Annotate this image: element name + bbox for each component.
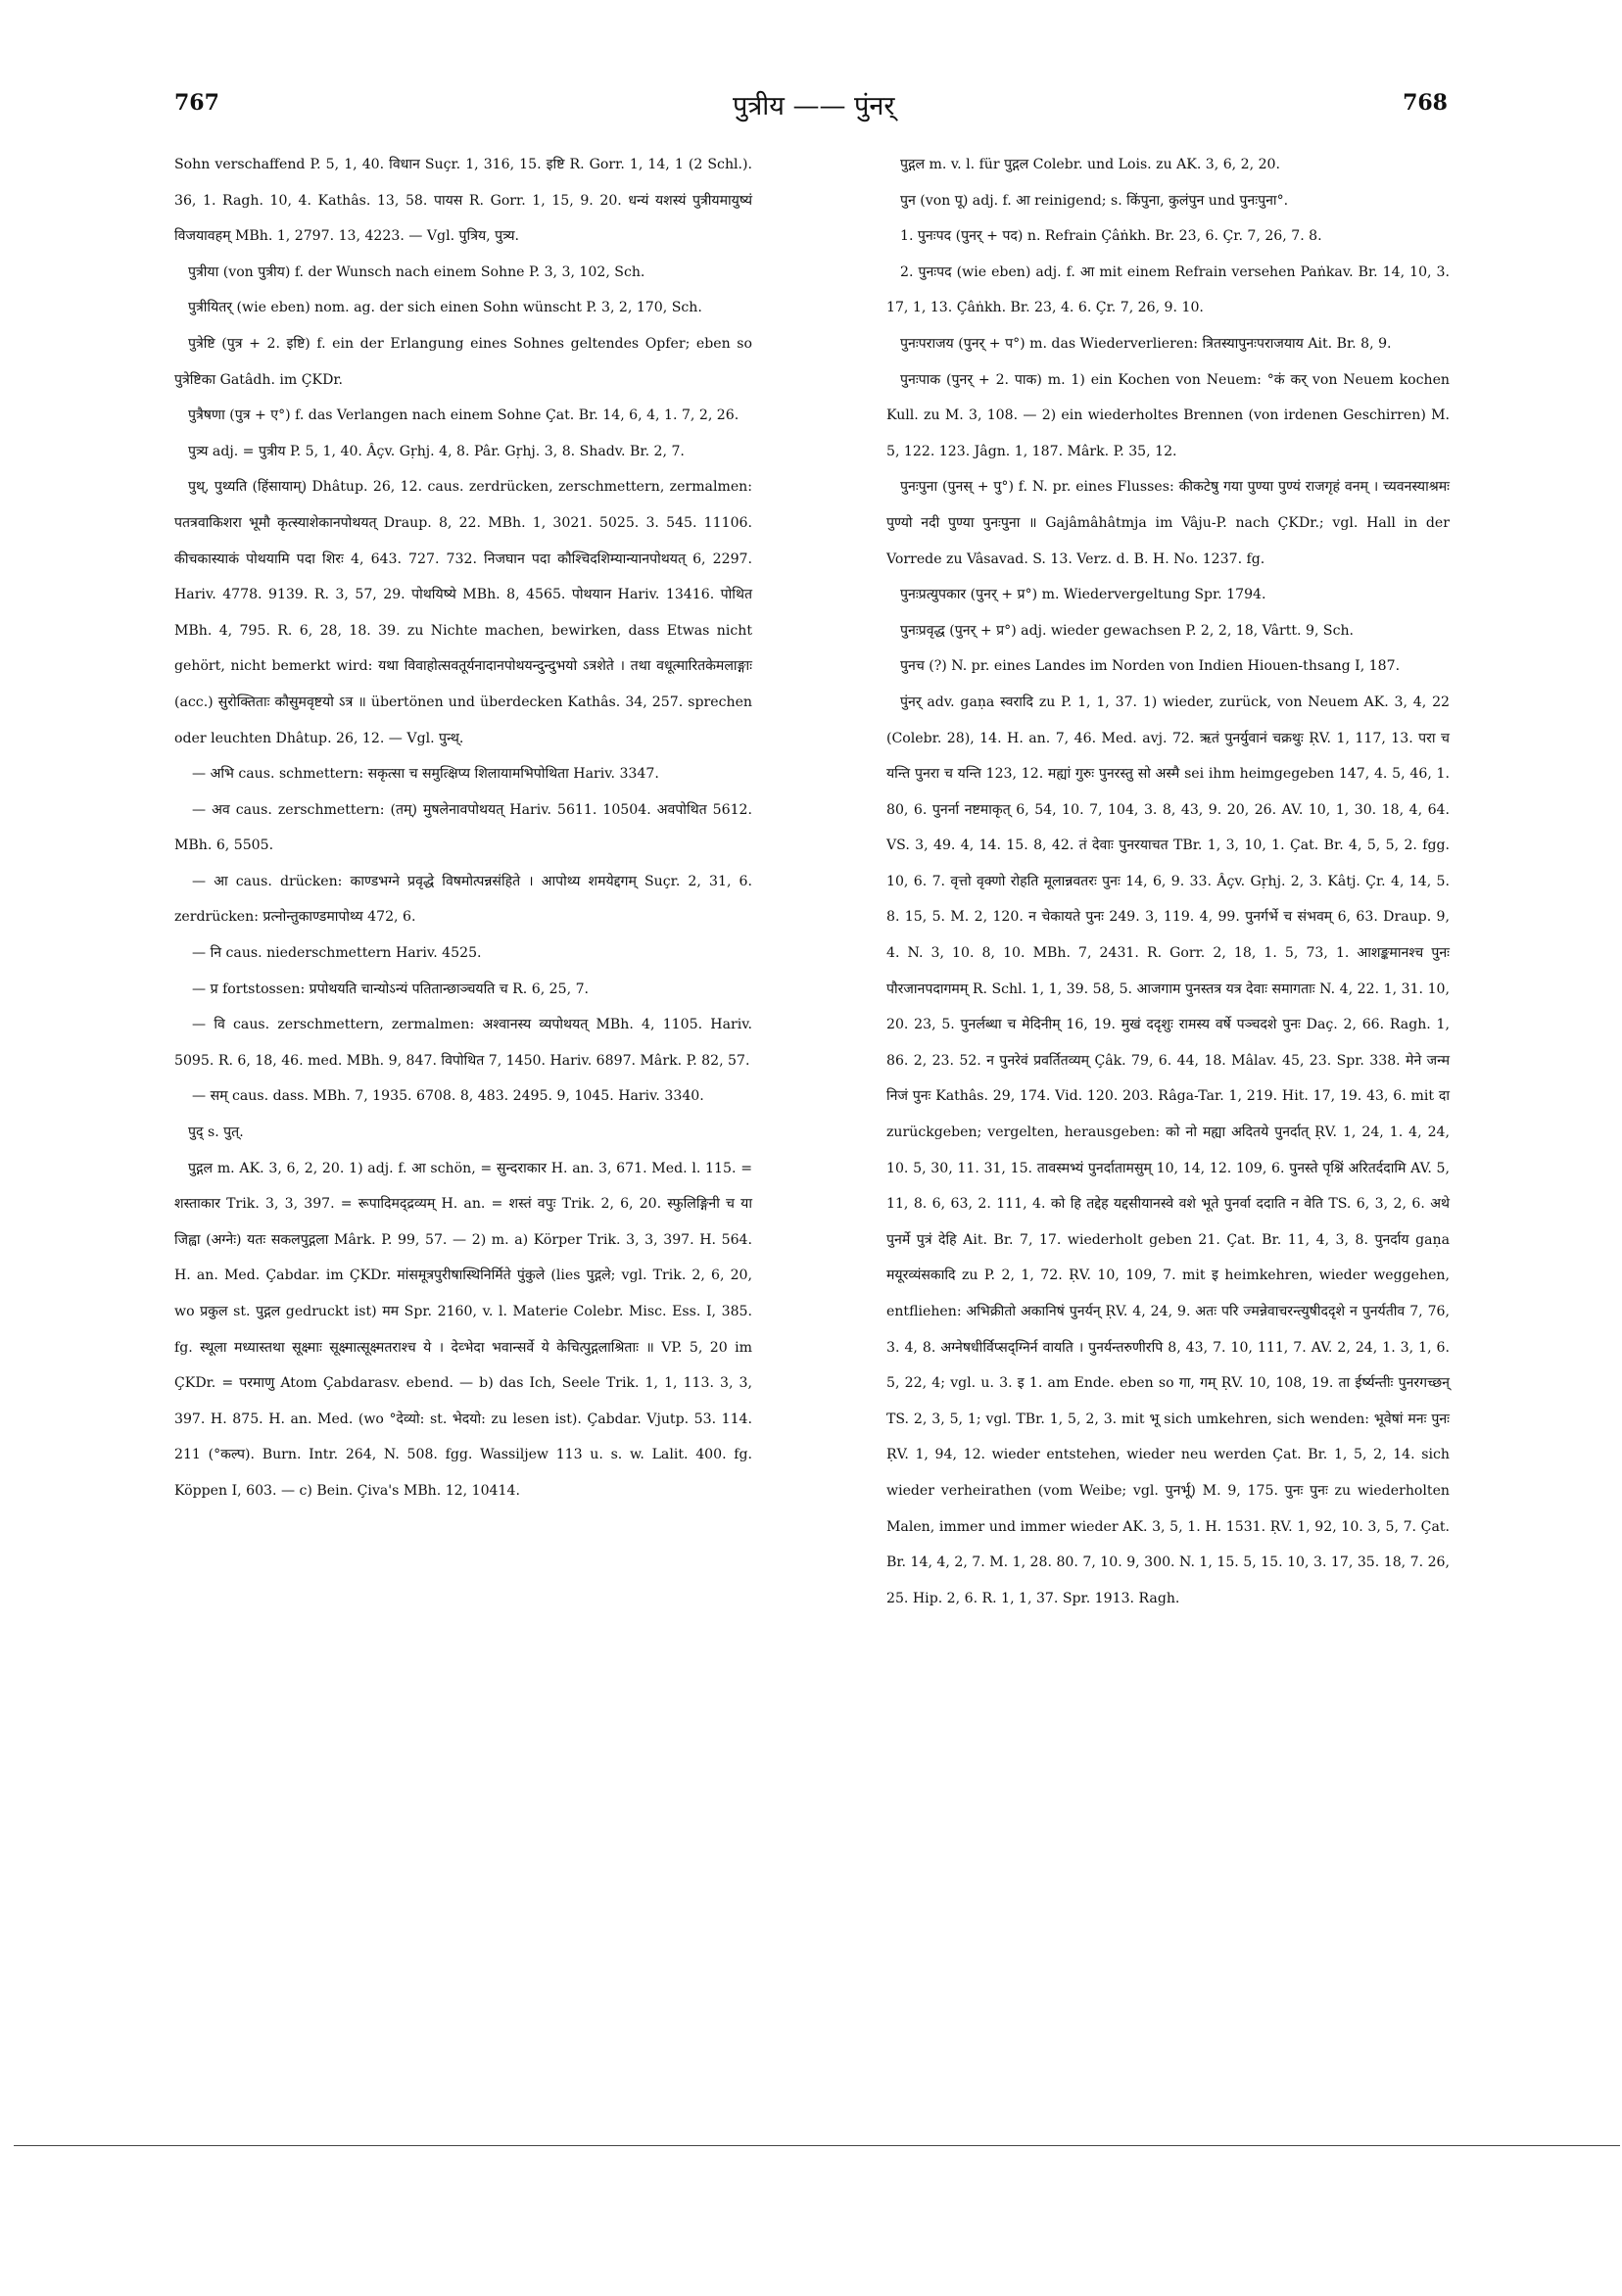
- entry-puth-pra: — प्र fortstossen: प्रपोथयति चान्योऽन्यं पतितान्छाञ्चयति च R. 6, 25, 7.: [192, 981, 590, 997]
- left-column: [174, 147, 752, 1509]
- entry-pud: पुद् s. पुत्.: [188, 1124, 244, 1141]
- running-title: पुत्रीय —— पुंनर्: [733, 91, 895, 121]
- entry-puth-aa: — आ caus. drücken: काण्डभग्ने प्रवृद्धे विषमोत्पन्नसंहिते । आपोथ्य शमयेद्दगम् Suçr. 2, 31, 6. zerdrücken: प्रत्नोन्तुकाण्डमापोथ्य 472, 6.: [174, 873, 752, 926]
- entry-putreshti: पुत्रेष्टि (पुत्र + 2. इष्टि) f. ein der Erlangung eines Sohnes geltendes Opfer; eben so पुत्रेष्टिका Gatâdh. im ÇKDr.: [174, 335, 752, 388]
- entry-pudgala: पुद्गल m. AK. 3, 6, 2, 20. 1) adj. f. आ schön, = सुन्दराकार H. an. 3, 671. Med. l. 115. = शस्ताकार Trik. 3, 3, 397. = रूपादिमद्द्रव्यम् H. an. = शस्तं वपुः Trik. 2, 6, 20. स्फुलिङ्गिनी च या जिह्वा (अग्नेः) यतः सकलपुद्गला Mârk. P. 99, 57. — 2) m. a) Körper Trik. 3, 3, 397. H. 564. H. an. Med. Çabdar. im ÇKDr. मांसमूत्रपुरीषास्थिनिर्मिते पुंकुले (lies पुद्गले; vgl. Trik. 2, 6, 20, wo प्रकुल st. पुद्गल gedruckt ist) मम Spr. 2160, v. l. Materie Colebr. Misc. Ess. I, 385. fg. स्थूला मध्यास्तथा सूक्ष्माः सूक्ष्मात्सूक्ष्मतराश्च ये । देव्भेदा भवान्सर्वे ये केचित्पुद्गलाश्रिताः ॥ VP. 5, 20 im ÇKDr. = परमाणु Atom Çabdarasv. ebend. — b) das Ich, Seele Trik. 1, 1, 113. 3, 3, 397. H. 875. H. an. Med. (wo °देव्यो: st. भेदयो: zu lesen ist). Çabdar. Vjutp. 53. 114. 211 (°कल्प). Burn. Intr. 264, N. 508. fgg. Wassiljew 113 u. s. w. Lalit. 400. fg. Köppen I, 603. — c) Bein. Çiva's MBh. 12, 10414.: [174, 1160, 752, 1499]
- entry-puth-sam: — सम् caus. dass. MBh. 7, 1935. 6708. 8, 483. 2495. 9, 1045. Hariv. 3340.: [192, 1088, 704, 1105]
- entry-punahpaka: पुनःपाक (पुनर् + 2. पाक) m. 1) ein Kochen von Neuem: °कं कर् von Neuem kochen Kull. zu M. 3, 108. — 2) ein wiederholtes Brennen (von irdenen Geschirren) M. 5, 122. 123. Jâgn. 1, 187. Mârk. P. 35, 12.: [886, 371, 1450, 459]
- entry-puth-vi: — वि caus. zerschmettern, zermalmen: अश्वानस्य व्यपोथयत् MBh. 4, 1105. Hariv. 5095. R. 6, 18, 46. med. MBh. 9, 847. विपोथित 7, 1450. Hariv. 6897. Mârk. P. 82, 57.: [174, 1017, 752, 1069]
- entry-punahparajaya: पुनःपराजय (पुनर् + प°) m. das Wiederverlieren: त्रितस्यापुनःपराजयाय Ait. Br. 8, 9.: [900, 335, 1392, 352]
- entry-punaca: पुनच (?) N. pr. eines Landes im Norden von Indien Hiouen-thsang I, 187.: [900, 658, 1401, 675]
- entry-putriya: पुत्रीया (von पुत्रीय) f. der Wunsch nach einem Sohne P. 3, 3, 102, Sch.: [188, 263, 645, 280]
- entry-punahpravriddha: पुनःप्रवृद्ध (पुनर् + प्र°) adj. wieder gewachsen P. 2, 2, 18, Vârtt. 9, Sch.: [900, 622, 1355, 639]
- entry-pudgala-vl: पुद्गल m. v. l. für पुद्गल Colebr. und Lois. zu AK. 3, 6, 2, 20.: [900, 157, 1280, 172]
- entry-puth-abhi: — अभि caus. schmettern: सकृत्सा च समुत्क्षिप्य शिलायामभिपोथिता Hariv. 3347.: [192, 766, 659, 783]
- entry-putriyitar: पुत्रीयितर् (wie eben) nom. ag. der sich einen Sohn wünscht P. 3, 2, 170, Sch.: [188, 300, 702, 316]
- entry-puth: पुथ्, पुथ्यति (हिंसायाम्) Dhâtup. 26, 12. caus. zerdrücken, zerschmettern, zermalmen: पतत्रवाकिशरा भूमौ कृत्स्याशेकानपोथयत् Draup. 8, 22. MBh. 1, 3021. 5025. 3. 545. 11106. कीचकास्याकं पोथयामि पदा शिरः 4, 643. 727. 732. निजघान पदा कौश्चिदशिम्यान्यानपोथयत् 6, 2297. Hariv. 4778. 9139. R. 3, 57, 29. पोथयिष्ये MBh. 8, 4565. पोथयान Hariv. 13416. पोथित MBh. 4, 795. R. 6, 28, 18. 39. zu Nichte machen, bewirken, dass Etwas nicht gehört, nicht bemerkt wird: यथा विवाहोत्सवतूर्यनादानपोथयन्दुन्दुभयो ऽत्रशेते । तथा वधूत्मारितकेमलाङ्गाः (acc.) सुरोक्तिताः कौसुमवृष्टयो ऽत्र ॥ übertönen und überdecken Kathâs. 34, 257. sprechen oder leuchten Dhâtup. 26, 12. — Vgl. पुन्थ्.: [174, 479, 752, 746]
- entry-putrya: पुत्र्य adj. = पुत्रीय P. 5, 1, 40. Âçv. Gṛhj. 4, 8. Pâr. Gṛhj. 3, 8. Shadv. Br. 2, 7.: [188, 443, 685, 459]
- entry-punahpada-1: 1. पुनःपद (पुनर् + पद) n. Refrain Çâṅkh. Br. 23, 6. Çr. 7, 26, 7. 8.: [900, 228, 1322, 245]
- entry-punahpratyupakara: पुनःप्रत्युपकार (पुनर् + प्र°) m. Wiedervergeltung Spr. 1794.: [900, 587, 1266, 603]
- right-column: [886, 147, 1450, 1616]
- entry-continuation: Sohn verschaffend P. 5, 1, 40. विधान Suçr. 1, 316, 15. इष्टि R. Gorr. 1, 14, 1 (2 Schl.). 36, 1. Ragh. 10, 4. Kathâs. 13, 58. पायस R. Gorr. 1, 15, 9. 20. धन्यं यशस्यं पुत्रीयमायुष्यं विजयावहम् MBh. 1, 2797. 13, 4223. — Vgl. पुत्रिय, पुत्र्य.: [174, 157, 752, 245]
- entry-punahpada-2: 2. पुनःपद (wie eben) adj. f. आ mit einem Refrain versehen Paṅkav. Br. 14, 10, 3. 17, 1, 13. Çâṅkh. Br. 23, 4. 6. Çr. 7, 26, 9. 10.: [886, 263, 1450, 316]
- page-number-right: 768: [1403, 90, 1448, 116]
- entry-puth-ava: — अव caus. zerschmettern: (तम्) मुषलेनावपोथयत् Hariv. 5611. 10504. अवपोथित 5612. MBh. 6, 5505.: [174, 801, 752, 854]
- entry-puna: पुन (von पू) adj. f. आ reinigend; s. किंपुना, कुलंपुन und पुनःपुना°.: [900, 192, 1289, 209]
- page-number-left: 767: [174, 90, 219, 116]
- entry-punahpuna: पुनःपुना (पुनस् + पु°) f. N. pr. eines Flusses: कीकटेषु गया पुण्या पुण्यं राजगृहं वनम् । च्यवनस्याश्रमः पुण्यो नदी पुण्या पुनःपुना ॥ Gajâmâhâtmja im Vâju-P. nach ÇKDr.; vgl. Hall in der Vorrede zu Vâsavad. S. 13. Verz. d. B. H. No. 1237. fg.: [886, 479, 1450, 567]
- entry-putraishana: पुत्रैषणा (पुत्र + ए°) f. das Verlangen nach einem Sohne Çat. Br. 14, 6, 4, 1. 7, 2, 26.: [188, 407, 739, 424]
- bottom-rule: [14, 2145, 1620, 2146]
- entry-puth-ni: — नि caus. niederschmettern Hariv. 4525.: [192, 945, 482, 962]
- page-header: [174, 90, 1448, 129]
- entry-punar: पुंनर् adv. gaṇa स्वरादि zu P. 1, 1, 37. 1) wieder, zurück, von Neuem AK. 3, 4, 22 (Colebr. 28), 14. H. an. 7, 46. Med. avj. 72. ऋतं पुनर्युवानं चक्रथुः ṚV. 1, 117, 13. परा च यन्ति पुनरा च यन्ति 123, 12. मह्यां गुरुः पुनरस्तु सो अस्मै sei ihm heimgegeben 147, 4. 5, 46, 1. 80, 6. पुनर्ना नष्टमाकृत् 6, 54, 10. 7, 104, 3. 8, 43, 9. 20, 26. AV. 10, 1, 30. 18, 4, 64. VS. 3, 49. 4, 14. 15. 8, 42. तं देवाः पुनरयाचत TBr. 1, 3, 10, 1. Çat. Br. 4, 5, 5, 2. fgg. 10, 6. 7. वृत्तो वृक्णो रोहति मूलान्नवतरः पुनः 14, 6, 9. 33. Âçv. Gṛhj. 2, 3. Kâtj. Çr. 4, 14, 5. 8. 15, 5. M. 2, 120. न चेकायते पुनः 249. 3, 119. 4, 99. पुनर्गर्भे च संभवम् 6, 63. Draup. 9, 4. N. 3, 10. 8, 10. MBh. 7, 2431. R. Gorr. 2, 18, 1. 5, 73, 1. आशङ्कमानश्च पुनः पौरजानपदागमम् R. Schl. 1, 1, 39. 58, 5. आजगाम पुनस्तत्र यत्र देवाः समागताः N. 4, 22. 1, 31. 10, 20. 23, 5. पुनर्लब्धा च मेदिनीम् 16, 19. मुखं ददृशुः रामस्य वर्षे पञ्चदशे पुनः Daç. 2, 66. Ragh. 1, 86. 2, 23. 52. न पुनरेवं प्रवर्तितव्यम् Çâk. 79, 6. 44, 18. Mâlav. 45, 23. Spr. 338. मेने जन्म निजं पुनः Kathâs. 29, 174. Vid. 120. 203. Râga-Tar. 1, 219. Hit. 17, 19. 43, 6. mit दा zurückgeben; vergelten, herausgeben: को नो मह्या अदितये पुनर्दात् ṚV. 1, 24, 1. 4, 24, 10. 5, 30, 11. 31, 15. तावस्मभ्यं पुनर्दातामसुम् 10, 14, 12. 109, 6. पुनस्ते पृश्निं अरितर्ददामि AV. 5, 11, 8. 6, 63, 2. 111, 4. को हि तद्देह यद्दसीयानस्वे वशे भूते पुनर्वा ददाति न वेति TS. 6, 3, 2, 6. अथे पुनर्मे पुत्रं देहि Ait. Br. 7, 17. wiederholt geben 21. Çat. Br. 11, 4, 3, 8. पुनर्दाय gaṇa मयूरव्यंसकादि zu P. 2, 1, 72. ṚV. 10, 109, 7. mit इ heimkehren, wieder weggehen, entfliehen: अभिक्रीतो अकानिषं पुनर्यन् ṚV. 4, 24, 9. अतः परि ज्मन्नेवाचरन्त्युषीददृशे न पुनर्यतीव 7, 76, 3. 4, 8. अग्नेषधीर्विप्सद्ग्निर्न वायति । पुनर्यन्तरुणीरपि 8, 43, 7. 10, 111, 7. AV. 2, 24, 1. 3, 1, 6. 5, 22, 4; vgl. u. 3. इ 1. am Ende. eben so गा, गम् ṚV. 10, 108, 19. ता ईर्ष्यन्तीः पुनरगच्छन् TS. 2, 3, 5, 1; vgl. TBr. 1, 5, 2, 3. mit भू sich umkehren, sich wenden: भूवेषां मनः पुनः ṚV. 1, 94, 12. wieder entstehen, wieder neu werden Çat. Br. 1, 5, 2, 14. sich wieder verheirathen (vom Weibe; vgl. पुनर्भू) M. 9, 175. पुनः पुनः zu wiederholten Malen, immer und immer wieder AK. 3, 5, 1. H. 1531. ṚV. 1, 92, 10. 3, 5, 7. Çat. Br. 14, 4, 2, 7. M. 1, 28. 80. 7, 10. 9, 300. N. 1, 15. 5, 15. 10, 3. 17, 35. 18, 7. 26, 25. Hip. 2, 6. R. 1, 1, 37. Spr. 1913. Ragh.: [886, 694, 1450, 1606]
